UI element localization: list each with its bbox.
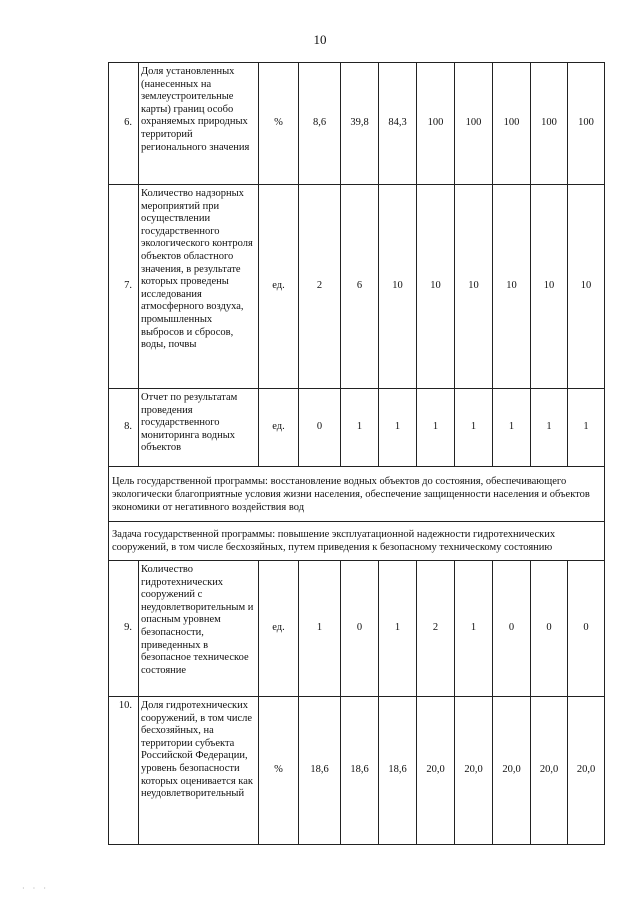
value-cell: 39,8 bbox=[341, 63, 379, 185]
task-row bbox=[109, 522, 605, 561]
value-cell: 100 bbox=[493, 63, 531, 185]
value-cell: 0 bbox=[341, 561, 379, 697]
value-cell: 100 bbox=[568, 63, 605, 185]
value-cell: 1 bbox=[455, 389, 493, 467]
value-cell: 0 bbox=[568, 561, 605, 697]
unit-cell: % bbox=[259, 63, 299, 185]
value-cell: 1 bbox=[341, 389, 379, 467]
table-row bbox=[109, 561, 605, 697]
value-cell: 18,6 bbox=[299, 697, 341, 845]
unit-cell: % bbox=[259, 697, 299, 845]
row-number: 8. bbox=[109, 389, 139, 467]
value-cell: 18,6 bbox=[379, 697, 417, 845]
table-row bbox=[109, 185, 605, 389]
indicator-name: Доля установленных (нанесенных на землеустроительные карты) границ особо охраняемых природных территорий регионального значения bbox=[139, 63, 259, 185]
value-cell: 1 bbox=[455, 561, 493, 697]
value-cell: 20,0 bbox=[531, 697, 568, 845]
value-cell: 20,0 bbox=[568, 697, 605, 845]
value-cell: 2 bbox=[299, 185, 341, 389]
unit-cell: ед. bbox=[259, 389, 299, 467]
value-cell: 10 bbox=[455, 185, 493, 389]
page-number: 10 bbox=[313, 32, 327, 47]
value-cell: 1 bbox=[568, 389, 605, 467]
value-cell: 0 bbox=[299, 389, 341, 467]
value-cell: 10 bbox=[379, 185, 417, 389]
indicator-name: Количество надзорных мероприятий при осуществлении государственного экологического контроля объектов областного значения, в результате которых проведены исследования атмосферного воздуха, промышленных выбросов и сбросов, воды, почвы bbox=[139, 185, 259, 389]
value-cell: 10 bbox=[568, 185, 605, 389]
indicator-name: Количество гидротехнических сооружений с неудовлетворительным и опасным уровнем безопасности, приведенных в безопасное техническое состояние bbox=[139, 561, 259, 697]
value-cell: 0 bbox=[493, 561, 531, 697]
value-cell: 20,0 bbox=[455, 697, 493, 845]
value-cell: 10 bbox=[531, 185, 568, 389]
value-cell: 100 bbox=[455, 63, 493, 185]
value-cell: 1 bbox=[531, 389, 568, 467]
row-number: 10. bbox=[109, 697, 139, 845]
value-cell: 100 bbox=[417, 63, 455, 185]
value-cell: 1 bbox=[417, 389, 455, 467]
table-row bbox=[109, 63, 605, 185]
task-text: Задача государственной программы: повышение эксплуатационной надежности гидротехнических сооружений, в том числе бесхозяйных, путем приведения к безопасному техническому состоянию bbox=[109, 522, 605, 561]
value-cell: 0 bbox=[531, 561, 568, 697]
indicator-name: Отчет по результатам проведения государственного мониторинга водных объектов bbox=[139, 389, 259, 467]
value-cell: 2 bbox=[417, 561, 455, 697]
indicator-name: Доля гидротехнических сооружений, в том числе бесхозяйных, на территории субъекта Российской Федерации, уровень безопасности которых оценивается как неудовлетворительный bbox=[139, 697, 259, 845]
value-cell: 10 bbox=[493, 185, 531, 389]
scan-artifact: · · · bbox=[22, 884, 49, 893]
value-cell: 20,0 bbox=[417, 697, 455, 845]
value-cell: 1 bbox=[493, 389, 531, 467]
value-cell: 1 bbox=[299, 561, 341, 697]
table-row bbox=[109, 697, 605, 845]
value-cell: 1 bbox=[379, 389, 417, 467]
row-number: 9. bbox=[109, 561, 139, 697]
value-cell: 10 bbox=[417, 185, 455, 389]
unit-cell: ед. bbox=[259, 561, 299, 697]
value-cell: 100 bbox=[531, 63, 568, 185]
indicators-table bbox=[108, 62, 605, 845]
row-number: 6. bbox=[109, 63, 139, 185]
row-number: 7. bbox=[109, 185, 139, 389]
value-cell: 6 bbox=[341, 185, 379, 389]
goal-row bbox=[109, 467, 605, 522]
unit-cell: ед. bbox=[259, 185, 299, 389]
value-cell: 20,0 bbox=[493, 697, 531, 845]
value-cell: 1 bbox=[379, 561, 417, 697]
value-cell: 8,6 bbox=[299, 63, 341, 185]
goal-text: Цель государственной программы: восстановление водных объектов до состояния, обеспечивающего экологически благоприятные условия жизни населения, обеспечение защищенности населения и объектов экономики от негативного воздействия вод bbox=[109, 467, 605, 522]
value-cell: 18,6 bbox=[341, 697, 379, 845]
value-cell: 84,3 bbox=[379, 63, 417, 185]
table-row bbox=[109, 389, 605, 467]
